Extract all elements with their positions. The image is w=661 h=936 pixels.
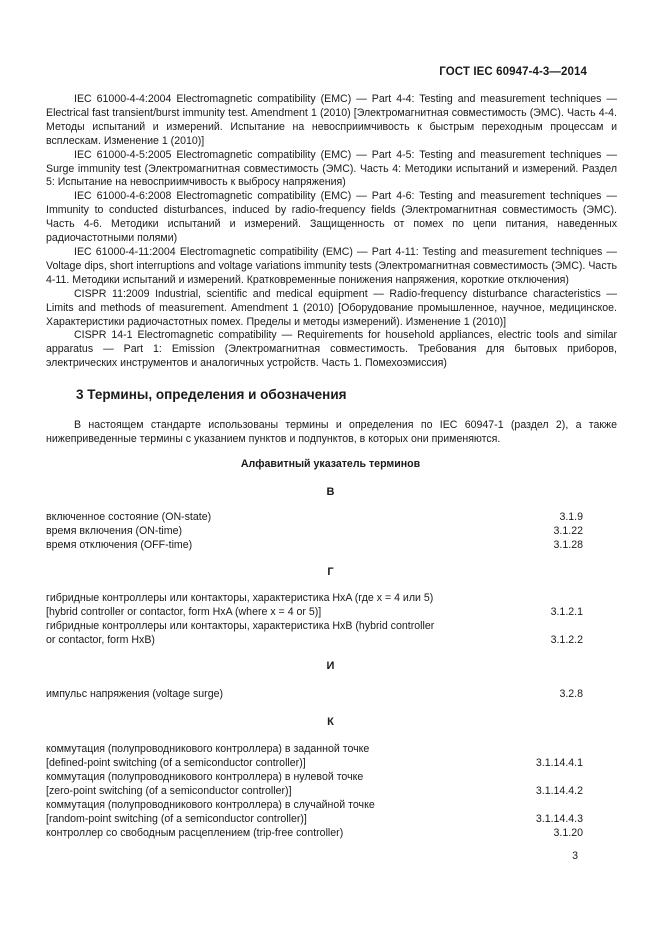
reference-item: IEC 61000-4-5:2005 Electromagnetic compatibility (EMC) — Part 4-5: Testing and measurement techniques — Surge immunity test (Электромагнитная совместимость (ЭМС). Часть 4: Методики испытаний и измерений. Раздел 5: Испытание на невосприимчивость к выбросу напряжения)	[46, 148, 617, 189]
index-letter: И	[326, 660, 335, 672]
index-entry	[46, 524, 583, 538]
index-entry	[46, 742, 583, 770]
entry-term: гибридные контроллеры или контакторы, характеристика HxB (hybrid controller	[46, 620, 435, 632]
entry-term: время включения (ON-time)	[46, 525, 182, 537]
reference-item: IEC 61000-4-6:2008 Electromagnetic compatibility (EMC) — Part 4-6: Testing and measurement techniques — Immunity to conducted disturbances, induced by radio-frequency fields (Электромагнитная совместимость (ЭМС). Часть 4-6. Методики испытаний и измерений. Защищенность от помех по цепи питания, наведенных радиочастотными полями)	[46, 190, 617, 245]
entry-term: включенное состояние (ON-state)	[46, 511, 212, 523]
reference-item: IEC 61000-4-11:2004 Electromagnetic compatibility (EMC) — Part 4-11: Testing and measurement techniques — Voltage dips, short interruptions and voltage variations immunity tests (Электромагнитная совместимость (ЭМС). Часть 4-11. Методики испытаний и измерений. Кратковременные понижения напряжения, короткие отключения)	[46, 245, 617, 286]
entry-number: 3.1.2.2	[550, 634, 583, 646]
entry-term: контроллер со свободным расцеплением (trip-free controller)	[46, 827, 344, 839]
entry-term: гибридные контроллеры или контакторы, характеристика HxA (где x = 4 или 5)	[46, 592, 434, 604]
entry-number: 3.1.9	[559, 511, 583, 523]
entry-term: коммутация (полупроводникового контроллера) в нулевой точке	[46, 771, 364, 783]
entry-term: время отключения (OFF-time)	[46, 539, 193, 551]
index-title: Алфавитный указатель терминов	[240, 458, 421, 470]
entry-term: коммутация (полупроводникового контроллера) в случайной точке	[46, 799, 375, 811]
index-entry	[46, 510, 583, 524]
reference-item: CISPR 14-1 Electromagnetic compatibility — Requirements for household appliances, electric tools and similar apparatus — Part 1: Emission (Электромагнитная совместимость. Требования для бытовых приборов, электрических инструментов и аналогичных устройств. Часть 1. Помехоэмиссия)	[46, 329, 617, 370]
index-entry	[46, 826, 583, 840]
standard-header: ГОСТ IEC 60947-4-3—2014	[439, 66, 587, 78]
entry-term-english: or contactor, form HxB)	[46, 634, 155, 646]
entry-number: 3.1.14.4.3	[535, 813, 583, 825]
entry-number: 3.1.14.4.1	[535, 757, 583, 769]
entry-term-english: [hybrid controller or contactor, form HxA (where x = 4 or 5)]	[46, 606, 322, 618]
index-entry	[46, 798, 583, 826]
entry-term-english: [defined-point switching (of a semiconductor controller)]	[46, 757, 306, 769]
intro-paragraph: В настоящем стандарте использованы термины и определения по IEC 60947-1 (раздел 2), а также нижеприведенные термины с указанием пунктов и подпунктов, в которых они применяются.	[46, 419, 617, 445]
entry-term-english: [zero-point switching (of a semiconductor controller)]	[46, 785, 292, 797]
section-title: 3 Термины, определения и обозначения	[76, 387, 347, 402]
entry-number: 3.1.28	[553, 539, 583, 551]
entry-number: 3.1.2.1	[550, 606, 583, 618]
index-entry	[46, 619, 583, 647]
index-letter: К	[327, 716, 334, 728]
index-entry	[46, 687, 583, 701]
entry-number: 3.1.20	[553, 827, 583, 839]
index-entry	[46, 591, 583, 619]
reference-item: IEC 61000-4-4:2004 Electromagnetic compatibility (EMC) — Part 4-4: Testing and measurement techniques — Electrical fast transient/burst immunity test. Amendment 1 (2010) [Электромагнитная совместимость (ЭМС). Часть 4-4. Методы испытаний и измерений. Испытание на невосприимчивость к быстрым переходным процессам и всплескам. Изменение 1 (2010)]	[46, 93, 617, 147]
reference-item: CISPR 11:2009 Industrial, scientific and medical equipment — Radio-frequency disturbance characteristics — Limits and methods of measurement. Amendment 1 (2010) [Оборудование промышленное, научное, медицинское. Характеристики радиочастотных помех. Пределы и методы измерений). Изменение 1 (2010)]	[46, 287, 617, 328]
index-letter: Г	[327, 566, 334, 578]
page-number: 3	[572, 850, 578, 862]
entry-term: импульс напряжения (voltage surge)	[46, 688, 224, 700]
index-entry	[46, 770, 583, 798]
index-letter: В	[326, 486, 335, 498]
entry-number: 3.1.14.4.2	[535, 785, 583, 797]
entry-term-english: [random-point switching (of a semiconductor controller)]	[46, 813, 307, 825]
entry-number: 3.2.8	[559, 688, 583, 700]
entry-term: коммутация (полупроводникового контроллера) в заданной точке	[46, 743, 370, 755]
normative-references	[46, 93, 617, 371]
index-entry	[46, 538, 583, 552]
entry-number: 3.1.22	[553, 525, 583, 537]
